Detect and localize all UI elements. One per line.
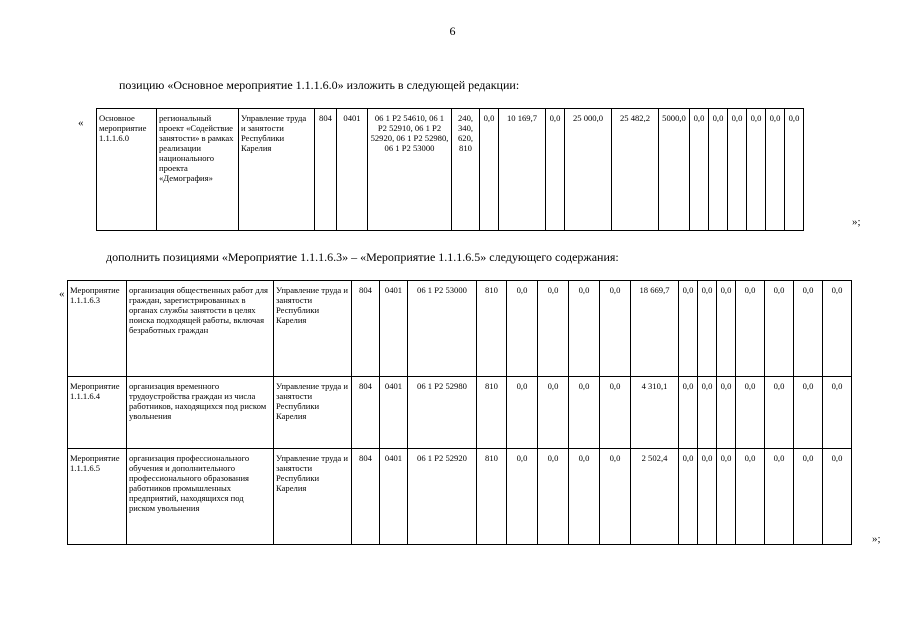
cell-organization: Управление труда и занятости Республики Карелия (239, 109, 315, 231)
cell-vr: 810 (477, 281, 507, 377)
cell-description: региональный проект «Содействие занятости» в рамках реализации национального проекта «Демография» (157, 109, 239, 231)
cell-value: 25 000,0 (565, 109, 612, 231)
cell-code-1: 804 (352, 377, 380, 449)
cell-kcs: 06 1 P2 52980 (408, 377, 477, 449)
cell-name: Основное мероприятие 1.1.1.6.0 (97, 109, 157, 231)
cell-code-2: 0401 (380, 281, 408, 377)
table-row (97, 109, 804, 231)
cell-vr: 810 (477, 449, 507, 545)
cell-code-1: 804 (352, 281, 380, 377)
cell-vr: 240, 340, 620, 810 (452, 109, 480, 231)
cell-value: 0,0 (765, 449, 794, 545)
cell-value: 2 502,4 (631, 449, 679, 545)
cell-value: 0,0 (794, 449, 823, 545)
blank-cell (852, 449, 881, 545)
cell-value: 0,0 (823, 281, 852, 377)
cell-value: 0,0 (679, 377, 698, 449)
amendment-paragraph-2: дополнить позициями «Мероприятие 1.1.1.6.3» – «Мероприятие 1.1.1.6.5» следующего содержания: (106, 250, 619, 264)
cell-value: 0,0 (507, 377, 538, 449)
cell-kcs: 06 1 P2 53000 (408, 281, 477, 377)
cell-value: 0,0 (679, 449, 698, 545)
cell-value: 0,0 (765, 281, 794, 377)
cell-organization: Управление труда и занятости Республики Карелия (274, 377, 352, 449)
cell-code-2: 0401 (337, 109, 368, 231)
page-number: 6 (449, 24, 456, 38)
cell-code-1: 804 (352, 449, 380, 545)
close-quote-1: »; (852, 216, 861, 228)
cell-code-2: 0401 (380, 449, 408, 545)
cell-organization: Управление труда и занятости Республики Карелия (274, 281, 352, 377)
cell-value: 0,0 (698, 377, 717, 449)
table-row (68, 281, 881, 377)
cell-value: 0,0 (600, 449, 631, 545)
cell-value: 0,0 (679, 281, 698, 377)
blank-cell (852, 281, 881, 377)
cell-value: 0,0 (717, 281, 736, 377)
table-main-activity (96, 108, 804, 231)
cell-value: 0,0 (507, 449, 538, 545)
cell-kcs: 06 1 P2 54610, 06 1 P2 52910, 06 1 P2 52920, 06 1 P2 52980, 06 1 P2 53000 (368, 109, 452, 231)
cell-value: 0,0 (538, 281, 569, 377)
cell-value: 0,0 (690, 109, 709, 231)
cell-value: 10 169,7 (499, 109, 546, 231)
cell-value: 0,0 (507, 281, 538, 377)
cell-value: 18 669,7 (631, 281, 679, 377)
cell-value: 0,0 (785, 109, 804, 231)
cell-value: 0,0 (794, 377, 823, 449)
cell-value: 0,0 (569, 377, 600, 449)
open-quote-1: « (78, 117, 84, 129)
cell-value: 0,0 (823, 377, 852, 449)
cell-value: 0,0 (600, 377, 631, 449)
amendment-paragraph-1: позицию «Основное мероприятие 1.1.1.6.0» изложить в следующей редакции: (119, 78, 520, 92)
cell-value: 0,0 (698, 449, 717, 545)
cell-value: 0,0 (698, 281, 717, 377)
cell-description: организация профессионального обучения и дополнительного профессионального образования работников промышленных предприятий, находящихся под риском увольнения (127, 449, 274, 545)
cell-name: Мероприятие 1.1.1.6.4 (68, 377, 127, 449)
cell-value: 0,0 (538, 377, 569, 449)
cell-name: Мероприятие 1.1.1.6.5 (68, 449, 127, 545)
cell-value: 5000,0 (659, 109, 690, 231)
cell-value: 0,0 (480, 109, 499, 231)
cell-value: 0,0 (728, 109, 747, 231)
cell-value: 0,0 (766, 109, 785, 231)
cell-value: 25 482,2 (612, 109, 659, 231)
cell-value: 0,0 (736, 449, 765, 545)
cell-description: организация временного трудоустройства граждан из числа работников, находящихся под риском увольнения (127, 377, 274, 449)
cell-value: 0,0 (736, 377, 765, 449)
cell-value: 0,0 (569, 449, 600, 545)
cell-value: 0,0 (823, 449, 852, 545)
cell-value: 0,0 (569, 281, 600, 377)
cell-value: 0,0 (794, 281, 823, 377)
cell-code-2: 0401 (380, 377, 408, 449)
cell-description: организация общественных работ для граждан, зарегистрированных в органах службы занятости в целях поиска подходящей работы, включая безработных граждан (127, 281, 274, 377)
cell-value: 0,0 (709, 109, 728, 231)
cell-value: 0,0 (765, 377, 794, 449)
cell-value: 4 310,1 (631, 377, 679, 449)
open-quote-2: « (59, 288, 65, 300)
cell-value: 0,0 (717, 377, 736, 449)
table-activities (67, 280, 881, 545)
table-row (68, 377, 881, 449)
close-quote-2: »; (872, 533, 881, 545)
table-row (68, 449, 881, 545)
cell-vr: 810 (477, 377, 507, 449)
cell-value: 0,0 (600, 281, 631, 377)
cell-kcs: 06 1 P2 52920 (408, 449, 477, 545)
cell-value: 0,0 (736, 281, 765, 377)
cell-name: Мероприятие 1.1.1.6.3 (68, 281, 127, 377)
cell-value: 0,0 (717, 449, 736, 545)
cell-organization: Управление труда и занятости Республики Карелия (274, 449, 352, 545)
cell-value: 0,0 (538, 449, 569, 545)
cell-code-1: 804 (315, 109, 337, 231)
blank-cell (852, 377, 881, 449)
cell-value: 0,0 (747, 109, 766, 231)
cell-value: 0,0 (546, 109, 565, 231)
